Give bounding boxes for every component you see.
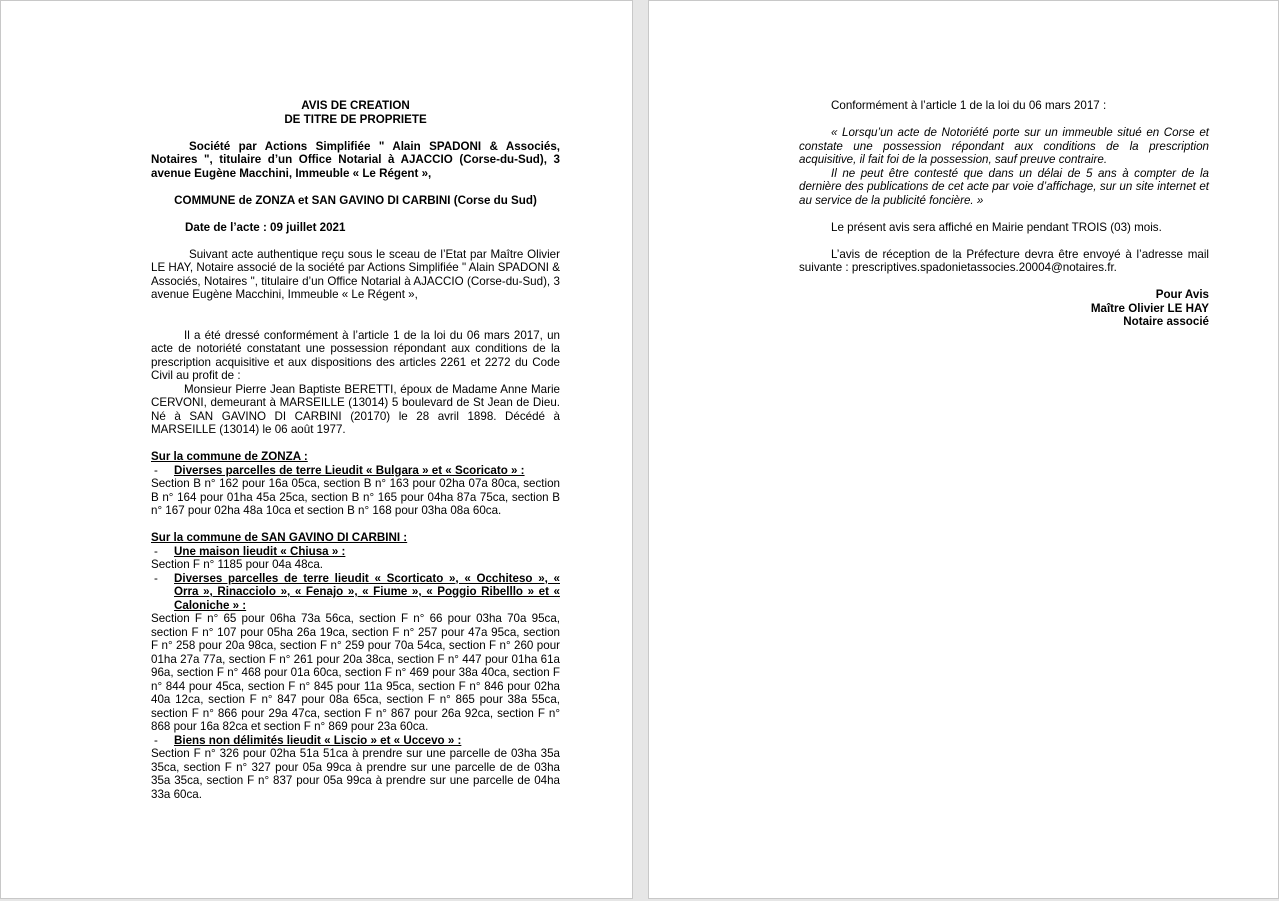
list-dash: - (154, 544, 158, 558)
conformement-line: Conformément à l’article 1 de la loi du 06 mars 2017 : (831, 99, 1107, 112)
list-item (151, 545, 560, 559)
sg-item-3-heading: Biens non délimités lieudit « Liscio » et « Uccevo » : (174, 733, 462, 747)
list-dash: - (154, 463, 158, 477)
title-line-1: AVIS DE CREATION (301, 99, 410, 112)
page-2-text-column (799, 99, 1209, 329)
commune-heading: COMMUNE de ZONZA et SAN GAVINO DI CARBINI (Corse du Sud) (174, 193, 537, 207)
zonza-heading: Sur la commune de ZONZA : (151, 450, 308, 463)
list-item (151, 572, 560, 613)
zonza-item-1-text: Section B n° 162 pour 16a 05ca, section B n° 163 pour 02ha 07a 80ca, section B n° 164 pour 01ha 45a 25ca, section B n° 165 pour 04ha 87a 75ca, section B n° 167 pour 02ha 48a 10ca et section B n° 168 pour 03ha 08a 60ca. (151, 477, 560, 517)
list-item (151, 464, 560, 478)
date-acte: Date de l’acte : 09 juillet 2021 (185, 220, 346, 234)
zonza-item-1-heading: Diverses parcelles de terre Lieudit « Bulgara » et « Scoricato » : (174, 463, 525, 477)
quote-paragraph-1: « Lorsqu’un acte de Notoriété porte sur un immeuble situé en Corse et constate une possession répondant aux conditions de la prescription acquisitive, il fait foi de la possession, sauf preuve contraire. (799, 126, 1209, 166)
affichage-paragraph: Le présent avis sera affiché en Mairie pendant TROIS (03) mois. (831, 220, 1162, 234)
quote-paragraph-2: Il ne peut être contesté que dans un délai de 5 ans à compter de la dernière des publications de cet acte par voie d’affichage, sur un site internet et au service de la publicité foncière. » (799, 166, 1209, 207)
signature-line-1: Pour Avis (1155, 288, 1209, 301)
sg-item-3-text: Section F n° 326 pour 02ha 51a 51ca à prendre sur une parcelle de 03ha 35a 35ca, section F n° 327 pour 05a 99ca à prendre sur une parcelle de de 03ha 35a 35ca, section F n° 837 pour 05a 99ca à prendre sur une parcelle de 04ha 33a 60ca. (151, 747, 560, 801)
signature-line-3: Notaire associé (1123, 315, 1209, 328)
beneficiaire-paragraph: Monsieur Pierre Jean Baptiste BERETTI, époux de Madame Anne Marie CERVONI, demeurant à MARSEILLE (13014) 5 boulevard de St Jean de Dieu. Né à SAN GAVINO DI CARBINI (20170) le 28 avril 1898. Décédé à MARSEILLE (13014) le 06 août 1977. (151, 382, 560, 436)
notoriete-paragraph: Il a été dressé conformément à l’article 1 de la loi du 06 mars 2017, un acte de notoriété constatant une possession répondant aux conditions de la prescription acquisitive et aux dispositions des articles 2261 et 2272 du Code Civil au profit de : (151, 328, 560, 382)
list-dash: - (154, 733, 158, 747)
document-page-1 (0, 0, 633, 899)
sg-item-2-text: Section F n° 65 pour 06ha 73a 56ca, section F n° 66 pour 03ha 70a 95ca, section F n° 107 pour 05ha 26a 19ca, section F n° 257 pour 47a 95ca, section F n° 258 pour 20a 98ca, section F n° 259 pour 70a 54ca, section F n° 260 pour 01ha 27a 77a, section F n° 261 pour 20a 38ca, section F n° 447 pour 01ha 61a 96a, section F n° 468 pour 01a 60ca, section F n° 469 pour 38a 40ca, section F n° 844 pour 45ca, section F n° 845 pour 11a 95ca, section F n° 846 pour 02ha 40a 12ca, section F n° 847 pour 08a 65ca, section F n° 865 pour 38a 55ca, section F n° 866 pour 29a 47ca, section F n° 867 pour 26a 92ca, section F n° 868 pour 16a 82ca et section F n° 869 pour 23a 60ca. (151, 612, 560, 733)
document-page-2 (648, 0, 1279, 899)
sg-item-2-heading: Diverses parcelles de terre lieudit « Scorticato », « Occhiteso », « Orra », Rinacciolo », « Fenajo », « Fiume », « Poggio Ribelllo » et « Caloniche » : (174, 571, 560, 612)
sg-item-1-heading: Une maison lieudit « Chiusa » : (174, 544, 346, 558)
list-dash: - (154, 571, 158, 585)
signature-line-2: Maître Olivier LE HAY (1090, 301, 1209, 315)
sg-item-1-text: Section F n° 1185 pour 04a 48ca. (151, 558, 324, 571)
page-1-text-column (151, 99, 560, 801)
acte-paragraph: Suivant acte authentique reçu sous le sceau de l’Etat par Maître Olivier LE HAY, Notaire associé de la société par Actions Simplifiée " Alain SPADONI & Associés, Notaires ", titulaire d’un Office Notarial à AJACCIO (Corse-du-Sud), 3 avenue Eugène Macchini, Immeuble « Le Régent », (151, 247, 560, 301)
sangavino-heading: Sur la commune de SAN GAVINO DI CARBINI : (151, 531, 408, 544)
society-paragraph: Société par Actions Simplifiée " Alain SPADONI & Associés, Notaires ", titulaire d’un Office Notarial à AJACCIO (Corse-du-Sud), 3 avenue Eugène Macchini, Immeuble « Le Régent », (151, 139, 560, 180)
list-item (151, 734, 560, 748)
reception-paragraph: L’avis de réception de la Préfecture devra être envoyé à l’adresse mail suivante : prescriptives.spadonietassocies.20004@notaires.fr. (799, 247, 1209, 274)
title-line-2: DE TITRE DE PROPRIETE (284, 112, 427, 126)
